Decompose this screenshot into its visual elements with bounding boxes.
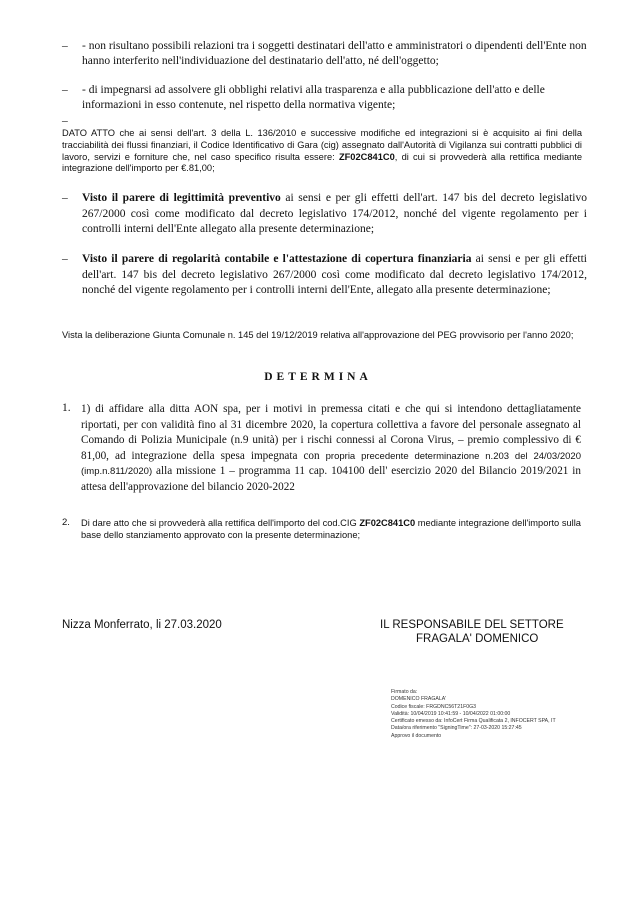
visto-text: ai sensi e per gli effetti dell'art. 147 bis del decreto legislativo 267/2000 così come modificato dal decreto legislativo 174/2012, nonché del vigente regolamento per i controlli interni dell'Ente allegato alla presente determinazione; (82, 192, 587, 236)
cig-code: ZF02C841C0 (359, 518, 416, 528)
list-item (62, 39, 587, 71)
signature-line: Firmato da: (391, 689, 418, 695)
signatory-name: FRAGALA' DOMENICO (416, 633, 539, 645)
item-text: Di dare atto che si provvederà alla rettifica dell'importo del cod.CIG (81, 518, 360, 528)
item-text: 1) di affidare alla ditta AON spa, per i motivi in premessa citati e che qui si intendono dettagliatamente riportati, per con validità fino al 31 dicembre 2020, la copertura collettiva a favore del personale assegnato al Comando di Polizia Municipale (n.9 unità) per i rischi connessi al Corona Virus, – premio complessivo di € 81,00, ad integrazione della spesa impegnata con (81, 403, 581, 462)
signature-line: DOMENICO FRAGALA' (391, 696, 447, 703)
dash-bullet: – (62, 115, 68, 127)
cig-code: ZF02C841C0 (338, 151, 395, 162)
digital-signature-block (391, 689, 591, 740)
vista-delibera-text: Vista la deliberazione Giunta Comunale n. 145 del 19/12/2019 relativa all'approvazione del PEG provvisorio per l'anno 2020; (62, 330, 574, 340)
item-number: 1. (62, 402, 71, 414)
dato-atto-paragraph (62, 128, 582, 175)
item-text-after: mediante integrazione dell'importo sulla base dello stanziamento approvato con la presente determinazione; (81, 518, 581, 540)
signature-line: Approvo il documento (391, 732, 442, 739)
visto-title: Visto il parere di legittimità preventivo (82, 192, 281, 204)
item-number: 2. (62, 517, 70, 528)
vista-delibera-paragraph (62, 330, 582, 342)
place-date: Nizza Monferrato, li 27.03.2020 (62, 619, 222, 631)
signature-line: Data/ora riferimento "SigningTime": 27-03-2020 15:27:45 (391, 725, 522, 732)
signatory-role: IL RESPONSABILE DEL SETTORE (380, 619, 564, 631)
list-item (62, 114, 582, 129)
visto-title: Visto il parere di regolarità contabile e l'attestazione di copertura finanziaria (82, 253, 472, 265)
list-item-text: - di impegnarsi ad assolvere gli obblighi relativi alla trasparenza e alla pubblicazione dell'atto e delle informazioni in esso contenute, nel rispetto della normativa vigente; (82, 84, 545, 111)
visto-item (62, 191, 587, 239)
page-title: DETERMINA (264, 371, 372, 383)
dato-atto-text: DATO ATTO che ai sensi dell'art. 3 della L. 136/2010 e successive modifiche ed integrazioni si è acquisito ai fini della tracciabilità dei flussi finanziari, il Codice Identificativo di Gara (cig) assegnato dall'Autorità di Vigilanza sui contratti pubblici di lavoro, servizi e forniture che, nel caso specifico risulta essere: (62, 128, 582, 162)
item-text-sans: propria precedente determinazione n.203 del 24/03/2020 (imp.n.811/2020) (81, 450, 581, 478)
dash-bullet: – (62, 84, 68, 96)
item-text-tail: alla missione 1 – programma 11 cap. 104100 dell' esercizio 2020 del Bilancio 2019/2021 in attesa dell'approvazione del bilancio 2020-2022 (81, 465, 581, 493)
dato-atto-text-after: , di cui si provvederà alla rettifica mediante integrazione dell'importo per €.81,00; (62, 151, 582, 174)
dash-bullet: – (62, 192, 68, 204)
signature-line: Certificato emesso da: InfoCert Firma Qualificata 2, INFOCERT SPA, IT (391, 718, 556, 725)
visto-item (62, 252, 587, 316)
determina-item (62, 517, 582, 545)
list-item (62, 83, 582, 115)
visto-text: ai sensi e per gli effetti dell'art. 147 bis del decreto legislativo 267/2000 così come modificato dal decreto legislativo 174/2012, nonché del vigente regolamento per i controlli interni dell'Ente, allegato alla presente determinazione; (82, 253, 587, 297)
determina-item (62, 402, 582, 507)
signature-line: Validità: 10/04/2019 10:41:59 - 10/04/2022 01:00:00 (391, 710, 511, 717)
dash-bullet: – (62, 253, 68, 265)
signature-line: Codice fiscale: FRGDNC56T21F0G3 (391, 703, 477, 710)
dash-bullet: – (62, 40, 68, 52)
list-item-text: - non risultano possibili relazioni tra i soggetti destinatari dell'atto e amministratori o dipendenti dell'Ente non hanno interferito nell'individuazione del destinatario dell'atto, né dell'oggetto; (82, 40, 587, 67)
